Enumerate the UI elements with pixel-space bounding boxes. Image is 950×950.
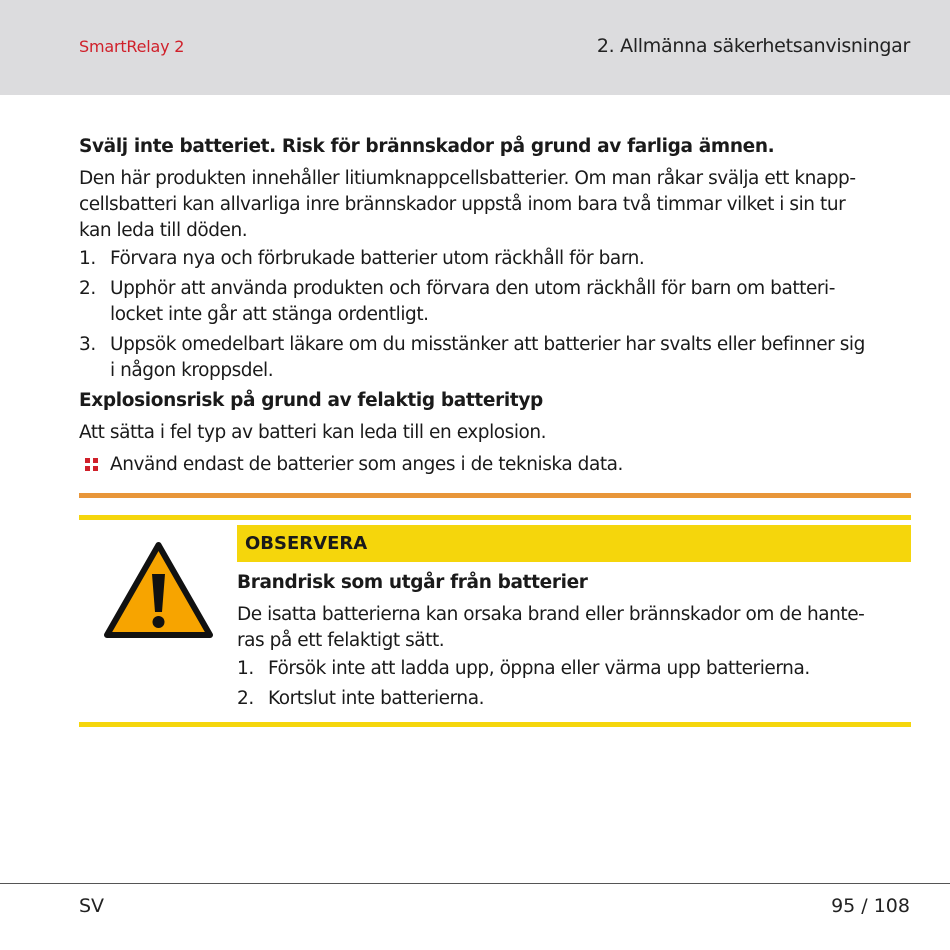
paragraph-line: cellsbatteri kan allvarliga inre brännskador uppstå inom bara två timmar vilket i sin tur (79, 194, 846, 215)
section-heading-swallow: Svälj inte batteriet. Risk för brännskador på grund av farliga ämnen. (79, 136, 775, 157)
list-item (237, 686, 911, 712)
paragraph-line: kan leda till döden. (79, 220, 248, 241)
list-number: 3. (79, 334, 96, 355)
main-content (79, 134, 911, 478)
section-paragraph (79, 166, 911, 244)
list-item (79, 276, 911, 328)
list-text: Uppsök omedelbart läkare om du misstänker att batterier har svalts eller befinner sig (110, 334, 865, 355)
list-text: Försök inte att ladda upp, öppna eller värma upp batterierna. (268, 658, 810, 679)
bullet-text: Använd endast de batterier som anges i de tekniska data. (110, 454, 623, 475)
note-bottom-rule (79, 722, 911, 727)
square-bullet-icon (85, 458, 98, 471)
warning-triangle-icon (102, 540, 215, 640)
divider (79, 493, 911, 498)
numbered-list (237, 656, 911, 712)
list-number: 2. (79, 278, 96, 299)
section-paragraph: Att sätta i fel typ av batteri kan leda till en explosion. (79, 422, 547, 443)
list-text: Upphör att använda produkten och förvara den utom räckhåll för barn om batteri- (110, 278, 835, 299)
list-number: 2. (237, 688, 254, 709)
list-text: locket inte går att stänga ordentligt. (110, 304, 429, 325)
paragraph-line: De isatta batterierna kan orsaka brand eller brännskador om de hante- (237, 604, 865, 625)
list-item (79, 332, 911, 384)
list-item (237, 656, 911, 682)
note-top-rule (79, 515, 911, 520)
page-number: 95 / 108 (831, 895, 910, 917)
product-name: SmartRelay 2 (79, 37, 185, 56)
note-paragraph (237, 602, 911, 654)
list-text: i någon kroppsdel. (110, 360, 274, 381)
language-code: SV (79, 895, 105, 917)
paragraph-line: Den här produkten innehåller litiumknappcellsbatterier. Om man råkar svälja ett knapp- (79, 168, 856, 189)
list-number: 1. (79, 248, 96, 269)
chapter-title: 2. Allmänna säkerhetsanvisningar (596, 35, 910, 57)
note-label: OBSERVERA (237, 525, 911, 562)
list-text: Kortslut inte batterierna. (268, 688, 485, 709)
paragraph-line: ras på ett felaktigt sätt. (237, 630, 445, 651)
footer-divider (0, 883, 950, 884)
numbered-list (79, 246, 911, 384)
caution-note (237, 525, 911, 716)
page-header (0, 0, 950, 95)
note-heading: Brandrisk som utgår från batterier (237, 572, 588, 593)
list-item (79, 246, 911, 272)
list-number: 1. (237, 658, 254, 679)
section-heading-explosion: Explosionsrisk på grund av felaktig batterityp (79, 390, 543, 411)
bullet-item (79, 452, 911, 478)
list-text: Förvara nya och förbrukade batterier utom räckhåll för barn. (110, 248, 645, 269)
